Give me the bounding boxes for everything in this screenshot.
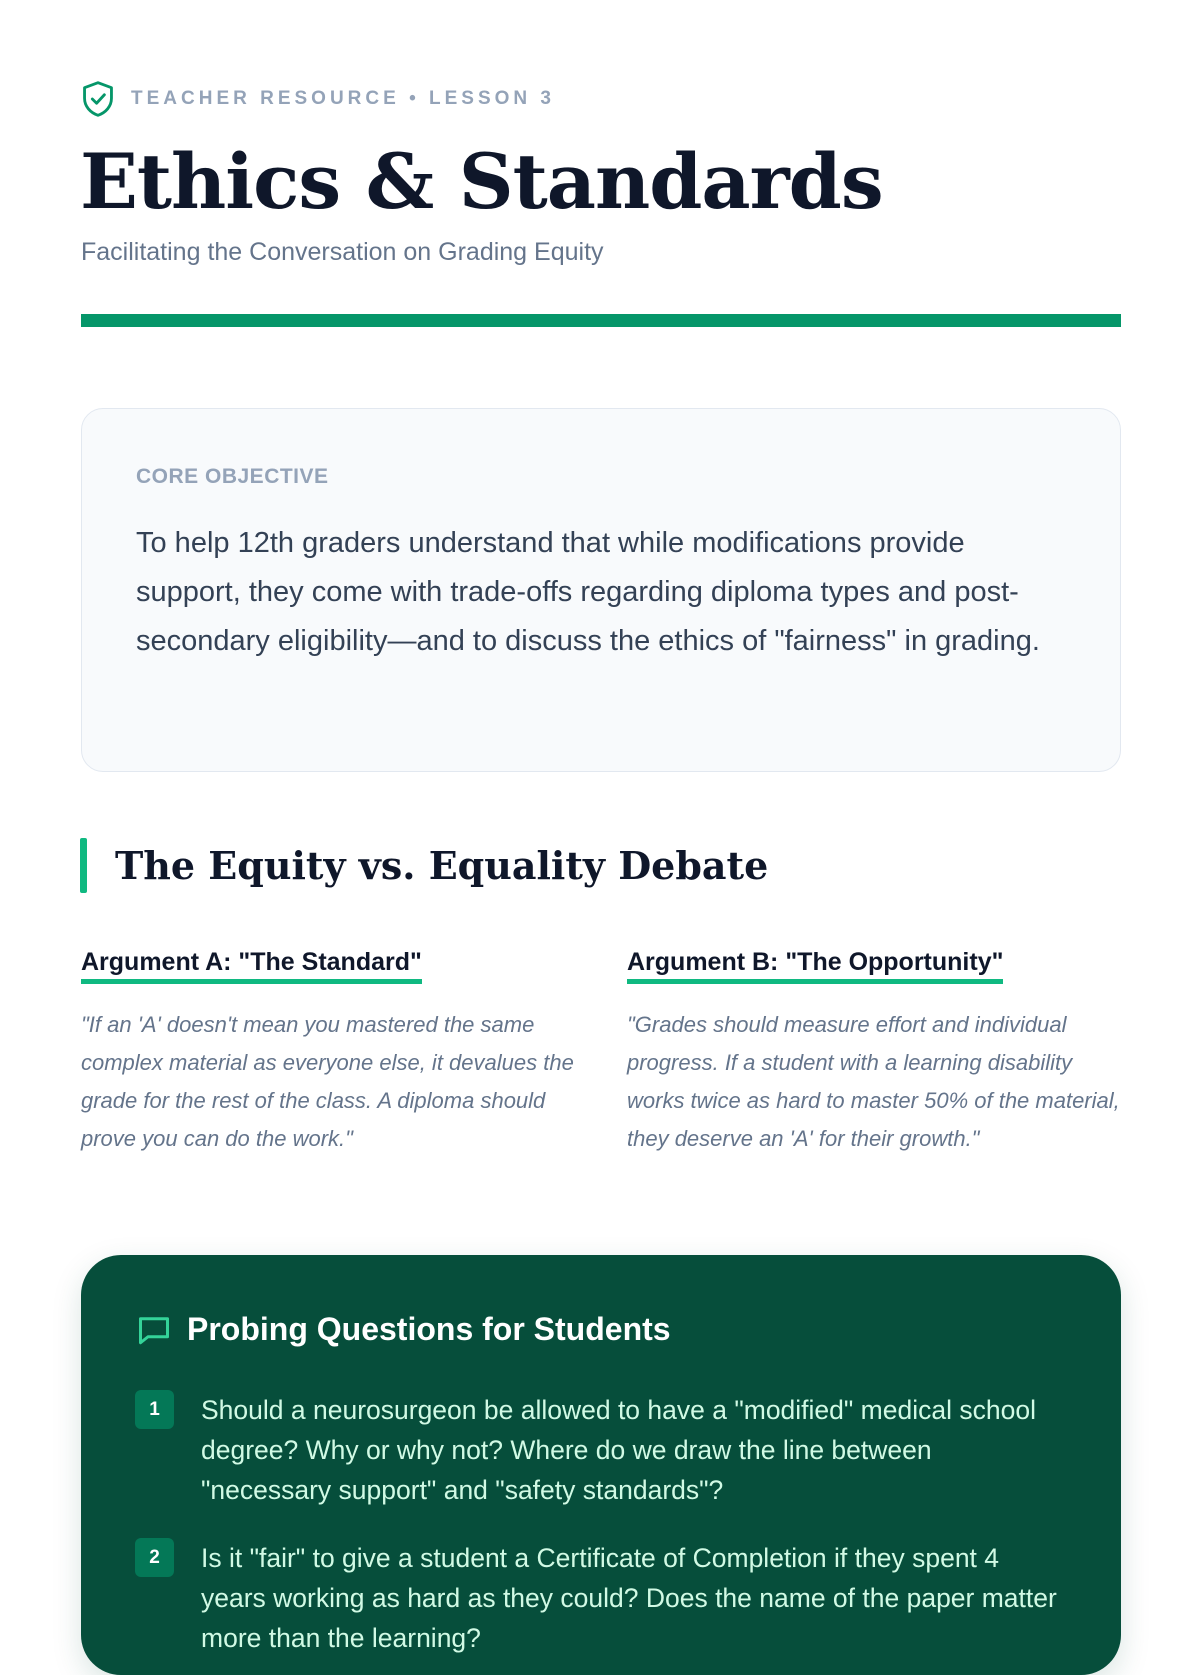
argument-b-quote: "Grades should measure effort and individual progress. If a student with a learning disability works twice as hard to master 50% of the material, they deserve an 'A' for their growth." [627,1012,1120,1151]
core-objective-card [81,408,1121,772]
argument-a [81,948,576,1158]
chat-bubble-icon [135,1312,173,1348]
shield-check-icon [81,80,115,118]
objective-label: CORE OBJECTIVE [136,465,329,488]
question-item [135,1538,1067,1658]
argument-a-title: Argument A: "The Standard" [81,948,422,984]
questions-title: Probing Questions for Students [187,1311,671,1347]
questions-list [135,1390,1067,1658]
question-number-badge: 1 [135,1390,174,1429]
question-text: Should a neurosurgeon be allowed to have a "modified" medical school degree? Why or why not? Where do we draw the line between "necessary support" and "safety standards"? [201,1395,1036,1505]
eyebrow [81,80,555,118]
argument-a-quote: "If an 'A' doesn't mean you mastered the same complex material as everyone else, it devalues the grade for the rest of the class. A diploma should prove you can do the work." [81,1012,574,1151]
page-subtitle: Facilitating the Conversation on Grading Equity [81,238,604,266]
question-item [135,1390,1067,1510]
section-accent-bar [80,838,87,893]
probing-questions-panel [81,1255,1121,1675]
argument-b-title: Argument B: "The Opportunity" [627,948,1003,984]
debate-section-heading [80,838,768,893]
page-title: Ethics & Standards [80,137,883,226]
question-text: Is it "fair" to give a student a Certificate of Completion if they spent 4 years working as hard as they could? Does the name of the paper matter more than the learning? [201,1543,1057,1653]
argument-b [627,948,1122,1158]
header-divider [81,314,1121,327]
questions-header [135,1311,1067,1348]
eyebrow-label: TEACHER RESOURCE • LESSON 3 [131,88,555,109]
objective-text: To help 12th graders understand that while modifications provide support, they come with trade-offs regarding diploma types and post-secondary eligibility—and to discuss the ethics of "fairness" in grading. [136,527,1040,657]
question-number-badge: 2 [135,1538,174,1577]
debate-title: The Equity vs. Equality Debate [115,843,769,888]
